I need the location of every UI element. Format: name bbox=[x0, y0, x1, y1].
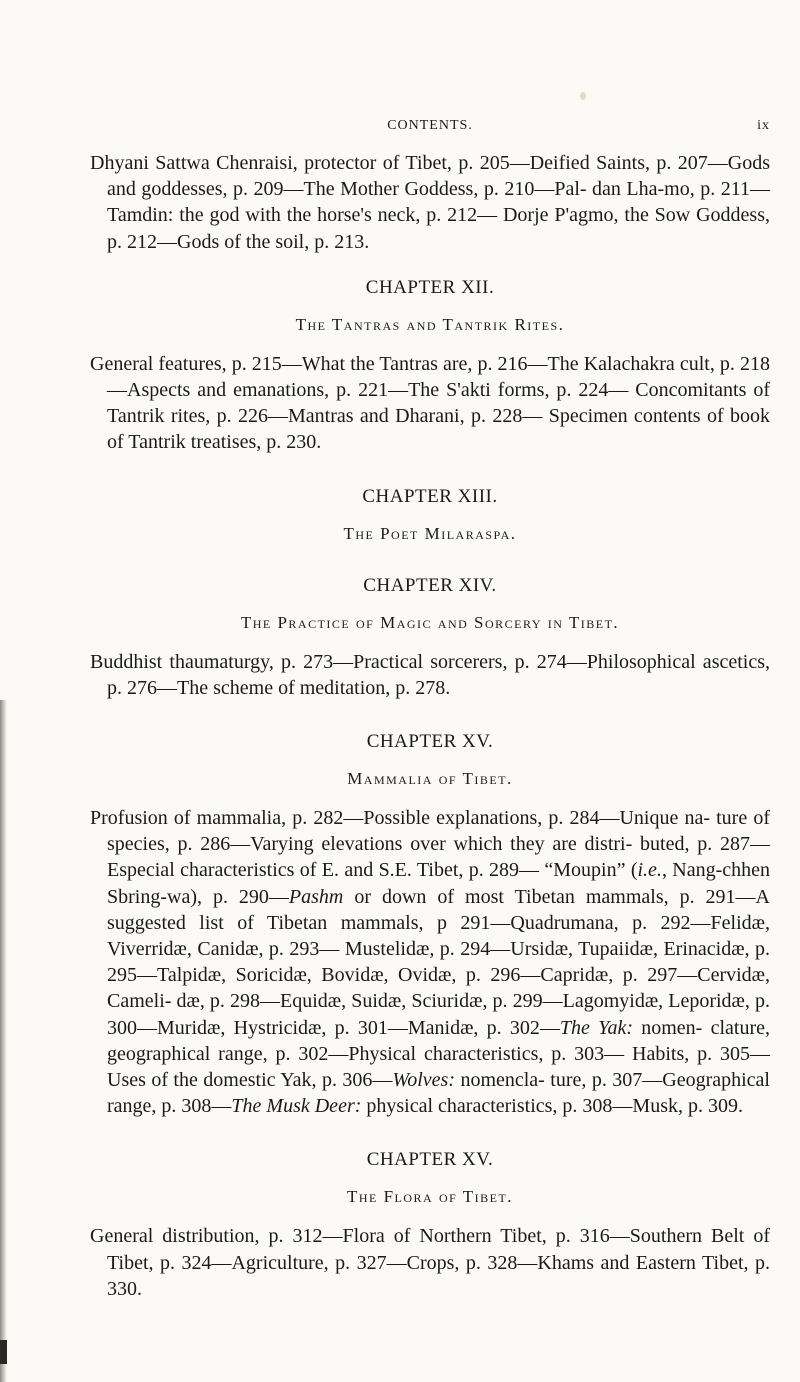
chapter-heading: CHAPTER XV. bbox=[366, 731, 494, 753]
summary-text: or down of most Tibetan mammals, p. 291—A suggested list of Tibetan mammals, p 291—Quadrumana, p. 292—Felidæ, Viverridæ, Canidæ, p. 293— Mustelidæ, p. 294—Ursidæ, Tupaiidæ, Erinacidæ, p. 295—Talpidæ, Soricidæ, Bovidæ, Ovidæ, p. 296—Capridæ, p. 297—Cervidæ, Cameli- dæ, p. 298—Equidæ, Suidæ, Sciuridæ, p. 299—Lagomyidæ, Leporidæ, p. 300—Muridæ, Hystricidæ, p. 301—Manidæ, p. 302— bbox=[107, 885, 770, 1039]
summary-italic: Wolves: bbox=[392, 1069, 455, 1092]
chapter-summary: General distribution, p. 312—Flora of Northern Tibet, p. 316—Southern Belt of Tibet, p. 324—Agriculture, p. 327—Crops, p. 328—Khams and Eastern Tibet, p. 330. bbox=[90, 1225, 770, 1300]
contents-body bbox=[90, 150, 770, 1302]
summary-text: nomencla- ture, p. 307—Geographical range, p. 308— bbox=[107, 1069, 770, 1118]
chapter-heading: CHAPTER XII. bbox=[365, 276, 495, 298]
summary-text: , Nang-chhen Sbring-wa), p. 290— bbox=[107, 859, 771, 908]
binding-edge-shadow bbox=[0, 700, 7, 1382]
chapter-title: The Tantras and Tantrik Rites. bbox=[295, 314, 565, 334]
binding-edge-mark bbox=[0, 1340, 7, 1364]
running-title: CONTENTS. bbox=[387, 118, 473, 133]
summary-italic: The Yak: bbox=[559, 1016, 633, 1039]
chapter-heading: CHAPTER XV. bbox=[366, 1149, 494, 1171]
chapter-heading: CHAPTER XIII. bbox=[362, 485, 498, 507]
summary-italic: i.e. bbox=[637, 859, 662, 882]
summary-text: Profusion of mammalia, p. 282—Possible explanations, p. 284—Unique na- ture of species, p. 286—Varying elevations over which they are distri- buted, p. 287—Especial characteristics of E. and S.E. Tibet, p. 289— “Moupin” ( bbox=[90, 807, 770, 882]
chapter-summary: General features, p. 215—What the Tantras are, p. 216—The Kalachakra cult, p. 218—Aspects and emanations, p. 221—The S'akti forms, p. 224— Concomitants of Tantrik rites, p. 226—Mantras and Dharani, p. 228— Specimen contents of book of Tantrik treatises, p. 230. bbox=[90, 352, 770, 454]
summary-text: physical characteristics, p. 308—Musk, p. 309. bbox=[361, 1095, 743, 1118]
chapter-title: The Flora of Tibet. bbox=[346, 1187, 514, 1207]
chapter-title: The Poet Milaraspa. bbox=[343, 523, 517, 543]
summary-italic: Pashm bbox=[288, 885, 344, 908]
chapter-title: The Practice of Magic and Sorcery in Tibet. bbox=[240, 612, 620, 632]
summary-text: nomen- clature, geographical range, p. 302—Physical characteristics, p. 303— Habits, p. 305—Uses of the domestic Yak, p. 306— bbox=[107, 1016, 770, 1092]
page-number: ix bbox=[757, 118, 770, 133]
running-head bbox=[90, 118, 770, 138]
chapter-summary: Buddhist thaumaturgy, p. 273—Practical sorcerers, p. 274—Philosophical ascetics, p. 276—The scheme of meditation, p. 278. bbox=[90, 650, 770, 699]
chapter-title: Mammalia of Tibet. bbox=[347, 769, 513, 789]
continuation-summary: Dhyani Sattwa Chenraisi, protector of Tibet, p. 205—Deified Saints, p. 207—Gods and goddesses, p. 209—The Mother Goddess, p. 210—Pal- dan Lha-mo, p. 211—Tamdin: the god with the horse's neck, p. 212— Dorje P'agmo, the Sow Goddess, p. 212—Gods of the soil, p. 213. bbox=[90, 152, 770, 253]
summary-italic: The Musk Deer: bbox=[231, 1095, 362, 1118]
chapter-heading: CHAPTER XIV. bbox=[363, 574, 497, 596]
paper-stain bbox=[580, 92, 586, 100]
chapter-summary bbox=[90, 805, 770, 1119]
